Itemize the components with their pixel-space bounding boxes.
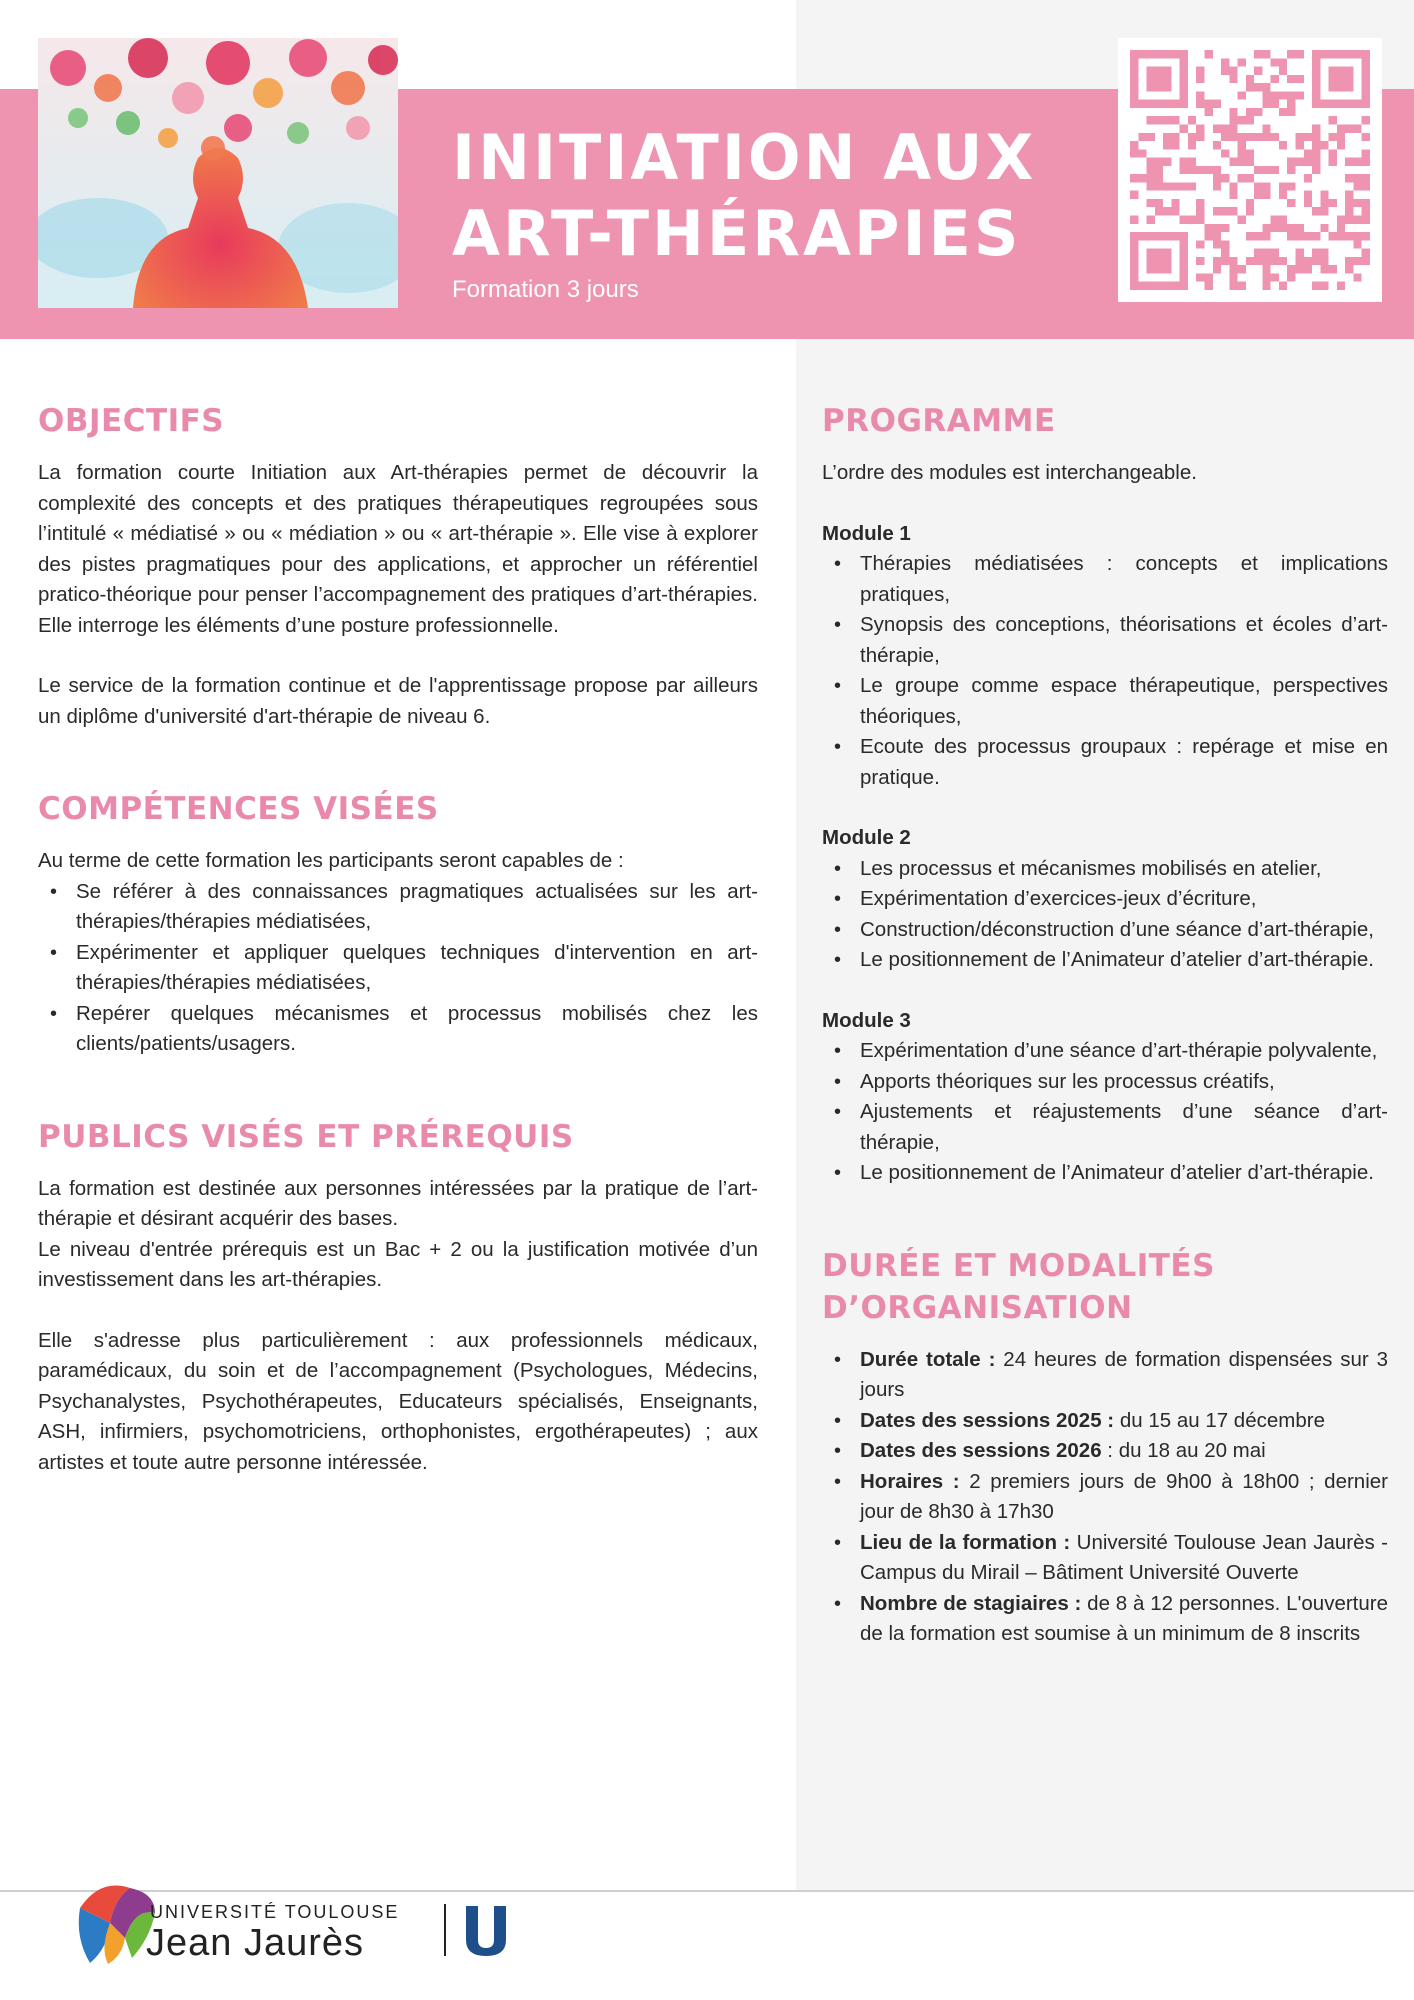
logo-separator	[444, 1904, 446, 1956]
list-item: • Le groupe comme espace thérapeutique, perspectives théoriques,	[822, 671, 1388, 732]
module-2-title: Module 2	[822, 826, 911, 849]
title-line-2: ART-THÉRAPIES	[452, 197, 1022, 270]
list-item: • Expérimentation d’exercices-jeux d’écriture,	[822, 884, 1388, 915]
duree-heading: DURÉE ET MODALITÉS D’ORGANISATION	[822, 1247, 1215, 1326]
programme-heading: PROGRAMME	[822, 403, 1056, 439]
list-item: • Construction/déconstruction d’une séance d’art-thérapie,	[822, 915, 1388, 946]
list-item: • Durée totale : 24 heures de formation dispensées sur 3 jours	[822, 1345, 1388, 1406]
module-3-list	[822, 1036, 1388, 1189]
list-item: • Ecoute des processus groupaux : repérage et mise en pratique.	[822, 732, 1388, 793]
list-item: • Apports théoriques sur les processus créatifs,	[822, 1067, 1388, 1098]
list-item: • Nombre de stagiaires : de 8 à 12 personnes. L'ouverture de la formation est soumise à un minimum de 8 inscrits	[822, 1589, 1388, 1650]
module-2-list	[822, 854, 1388, 976]
logo-text-line-1: UNIVERSITÉ TOULOUSE	[150, 1902, 400, 1922]
right-column	[822, 400, 1388, 1650]
objectifs-heading: OBJECTIFS	[38, 403, 225, 439]
list-item: • Thérapies médiatisées : concepts et implications pratiques,	[822, 549, 1388, 610]
list-item: • Dates des sessions 2025 : du 15 au 17 décembre	[822, 1406, 1388, 1437]
logo-text-line-2: Jean Jaurès	[146, 1922, 365, 1964]
duree-list	[822, 1345, 1388, 1650]
objectifs-paragraph-1: La formation courte Initiation aux Art-thérapies permet de découvrir la complexité des concepts et des pratiques thérapeutiques regroupées sous l’intitulé « médiatisé » ou « médiation » ou « art-thérapie ». Elle vise à explorer des pistes pragmatiques pour des applications, et approcher un référentiel pratico-théorique pour penser l’accompagnement des pratiques d’art-thérapies. Elle interroge les éléments d’une posture professionnelle.	[38, 461, 758, 637]
list-item: • Les processus et mécanismes mobilisés en atelier,	[822, 854, 1388, 885]
hero-illustration	[38, 38, 398, 308]
programme-intro: L’ordre des modules est interchangeable.	[822, 461, 1197, 484]
competences-intro: Au terme de cette formation les participants seront capables de :	[38, 849, 624, 872]
competences-heading: COMPÉTENCES VISÉES	[38, 791, 439, 827]
publics-paragraph-3: Elle s'adresse plus particulièrement : aux professionnels médicaux, paramédicaux, du soin et de l’accompagnement (Psychologues, Médecins, Psychanalystes, Psychothérapeutes, Educateurs spécialisés, Enseignants, ASH, infirmiers, psychomotriciens, orthophonistes, ergothérapeutes) ; aux artistes et toute autre personne intéressée.	[38, 1328, 758, 1474]
left-column	[38, 400, 758, 1478]
list-item: • Le positionnement de l’Animateur d’atelier d’art-thérapie.	[822, 1158, 1388, 1189]
module-3-title: Module 3	[822, 1008, 911, 1032]
list-item: • Expérimenter et appliquer quelques techniques d'intervention en art-thérapies/thérapies médiatisées,	[38, 938, 758, 999]
competences-list	[38, 877, 758, 1060]
page-subtitle: Formation 3 jours	[452, 276, 639, 303]
publics-paragraph-1: La formation est destinée aux personnes intéressées par la pratique de l’art-thérapie et désirant acquérir des bases.	[38, 1176, 758, 1230]
university-logo[interactable]	[70, 1868, 550, 1968]
list-item: • Ajustements et réajustements d’une séance d’art-thérapie,	[822, 1097, 1388, 1158]
list-item: • Repérer quelques mécanismes et processus mobilisés chez les clients/patients/usagers.	[38, 999, 758, 1060]
list-item: • Horaires : 2 premiers jours de 9h00 à 18h00 ; dernier jour de 8h30 à 17h30	[822, 1467, 1388, 1528]
page-title	[452, 120, 1036, 272]
list-item: • Lieu de la formation : Université Toulouse Jean Jaurès - Campus du Mirail – Bâtiment Université Ouverte	[822, 1528, 1388, 1589]
list-item: • Synopsis des conceptions, théorisations et écoles d’art-thérapie,	[822, 610, 1388, 671]
list-item: • Dates des sessions 2026 : du 18 au 20 mai	[822, 1436, 1388, 1467]
module-1-list	[822, 549, 1388, 793]
module-1-title: Module 1	[822, 521, 911, 545]
qr-code[interactable]	[1118, 38, 1382, 302]
objectifs-paragraph-2: Le service de la formation continue et de l'apprentissage propose par ailleurs un diplôme d'université d'art-thérapie de niveau 6.	[38, 674, 758, 728]
list-item: • Expérimentation d’une séance d’art-thérapie polyvalente,	[822, 1036, 1388, 1067]
publics-paragraph-2: Le niveau d'entrée prérequis est un Bac + 2 ou la justification motivée d’un investissement dans les art-thérapies.	[38, 1237, 758, 1291]
list-item: • Le positionnement de l’Animateur d’atelier d’art-thérapie.	[822, 945, 1388, 976]
publics-heading: PUBLICS VISÉS ET PRÉREQUIS	[38, 1118, 574, 1155]
title-line-1: INITIATION AUX	[452, 121, 1037, 194]
list-item: • Se référer à des connaissances pragmatiques actualisées sur les art-thérapies/thérapies médiatisées,	[38, 877, 758, 938]
u-logo-icon	[462, 1904, 510, 1958]
